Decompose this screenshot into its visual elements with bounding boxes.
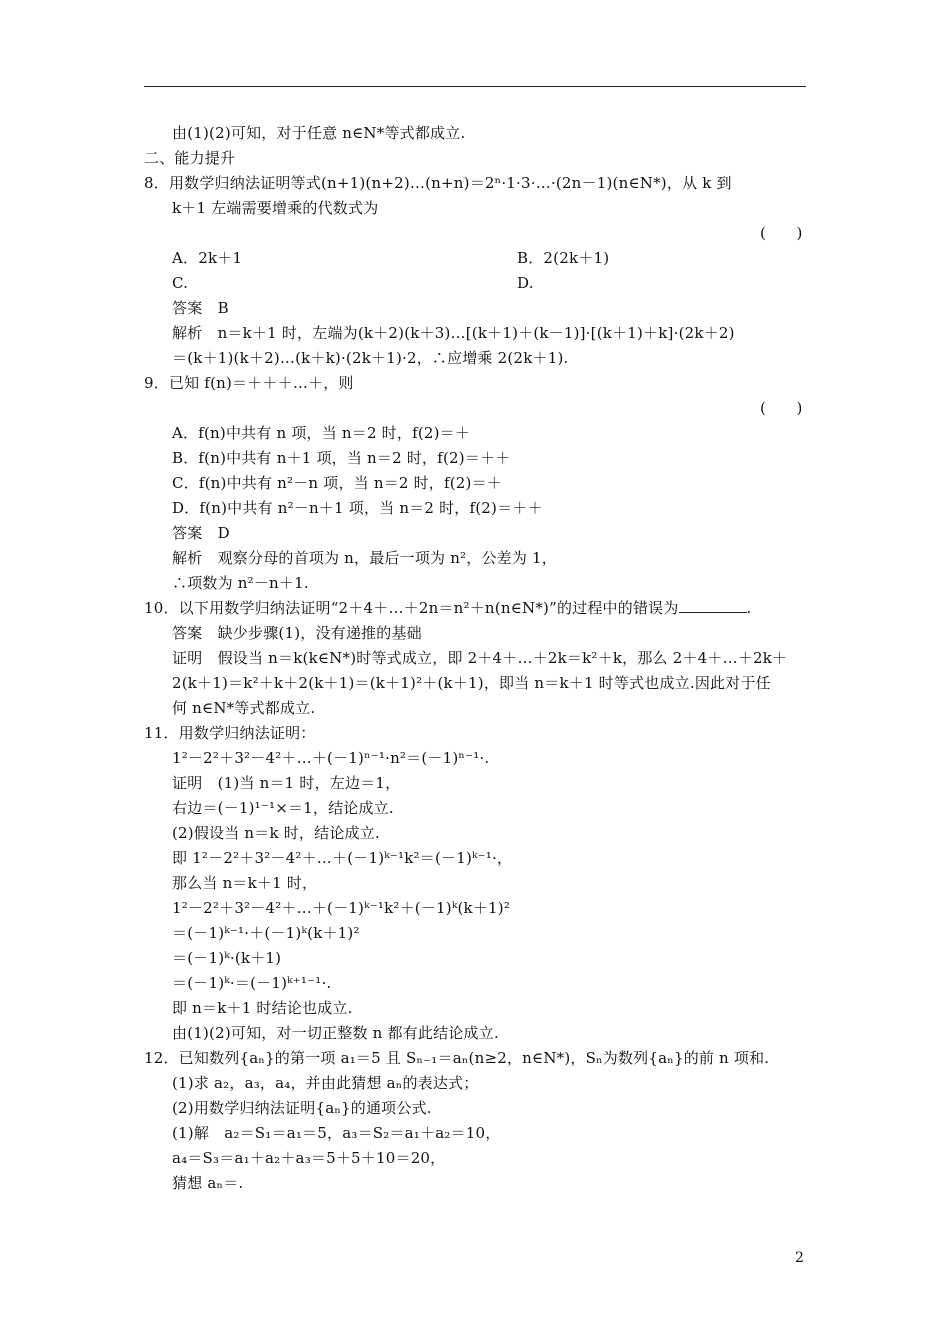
option-b: B．2(2k＋1)	[517, 249, 610, 267]
answer-bracket: ( )	[760, 399, 803, 417]
text-line: (2)假设当 n＝k 时，结论成立.	[172, 824, 380, 842]
formula-line: ＝(－1)ᵏ·(k＋1)	[172, 949, 282, 967]
proof-line: 证明 假设当 n＝k(k∈N*)时等式成立，即 2＋4＋…＋2k＝k²＋k，那么 2＋4＋…＋2k＋	[172, 649, 788, 667]
formula-line: ＝(－1)ᵏ·＝(－1)ᵏ⁺¹⁻¹·.	[172, 974, 332, 992]
option-a: A．2k＋1	[172, 249, 243, 267]
text-line: k＋1 左端需要增乘的代数式为	[172, 199, 379, 217]
text-line: ∴项数为 n²－n＋1.	[172, 574, 309, 592]
analysis-line: 解析 n＝k＋1 时，左端为(k＋2)(k＋3)…[(k＋1)＋(k－1)]·[(k＋1)＋k]·(2k＋2)	[172, 324, 735, 342]
formula-line: 1²－2²＋3²－4²＋…＋(－1)ⁿ⁻¹·n²＝(－1)ⁿ⁻¹·.	[172, 749, 490, 767]
header-rule	[144, 86, 806, 87]
option-d: D.	[517, 274, 534, 292]
formula-line: 即 1²－2²＋3²－4²＋…＋(－1)ᵏ⁻¹k²＝(－1)ᵏ⁻¹·，	[172, 849, 513, 867]
formula-line: a₄＝S₃＝a₁＋a₂＋a₃＝5＋5＋10＝20，	[172, 1149, 446, 1167]
question-9: 9．已知 f(n)＝＋＋＋…＋，则	[144, 374, 354, 392]
answer-bracket: ( )	[760, 224, 803, 242]
question-8: 8．用数学归纳法证明等式(n+1)(n+2)…(n+n)＝2ⁿ·1·3·…·(2n－1)(n∈N*)，从 k 到	[144, 174, 732, 192]
question-11: 11．用数学归纳法证明：	[144, 724, 316, 742]
text-line: 即 n＝k＋1 时结论也成立.	[172, 999, 353, 1017]
proof-line: 证明 (1)当 n＝1 时，左边＝1，	[172, 774, 401, 792]
text-line: 由(1)(2)可知，对于任意 n∈N*等式都成立.	[172, 124, 466, 142]
option-b: B．f(n)中共有 n＋1 项，当 n＝2 时，f(2)＝＋＋	[172, 449, 511, 467]
formula-line: ＝(－1)ᵏ⁻¹·＋(－1)ᵏ(k＋1)²	[172, 924, 360, 942]
option-c: C.	[172, 274, 189, 292]
solution-line: (1)解 a₂＝S₁＝a₁＝5，a₃＝S₂＝a₁＋a₂＝10，	[172, 1124, 501, 1142]
text-line: ＝(k＋1)(k＋2)…(k＋k)·(2k＋1)·2，∴应增乘 2(2k＋1).	[172, 349, 569, 367]
text-line: 2(k＋1)＝k²＋k＋2(k＋1)＝(k＋1)²＋(k＋1)，即当 n＝k＋1 时等式也成立.因此对于任	[172, 674, 771, 692]
answer-blank	[679, 598, 747, 613]
text-line: 何 n∈N*等式都成立.	[172, 699, 316, 717]
option-a: A．f(n)中共有 n 项，当 n＝2 时，f(2)＝＋	[172, 424, 471, 442]
answer-line: 答案 D	[172, 524, 230, 542]
question-10	[144, 598, 752, 618]
answer-line: 答案 缺少步骤(1)，没有递推的基础	[172, 624, 422, 642]
text-line: 由(1)(2)可知，对一切正整数 n 都有此结论成立.	[172, 1024, 499, 1042]
formula-line: 1²－2²＋3²－4²＋…＋(－1)ᵏ⁻¹k²＋(－1)ᵏ(k＋1)²	[172, 899, 511, 917]
answer-line: 答案 B	[172, 299, 229, 317]
section-heading: 二、能力提升	[144, 149, 236, 167]
text-line: 右边＝(－1)¹⁻¹×＝1，结论成立.	[172, 799, 394, 817]
text-line: (1)求 a₂，a₃，a₄，并由此猜想 aₙ的表达式；	[172, 1074, 479, 1092]
option-d: D．f(n)中共有 n²－n＋1 项，当 n＝2 时，f(2)＝＋＋	[172, 499, 543, 517]
text-line: 那么当 n＝k＋1 时，	[172, 874, 318, 892]
period: .	[746, 599, 752, 617]
text-line: (2)用数学归纳法证明{aₙ}的通项公式.	[172, 1099, 432, 1117]
option-c: C．f(n)中共有 n²－n 项，当 n＝2 时，f(2)＝＋	[172, 474, 503, 492]
question-text: 10．以下用数学归纳法证明“2＋4＋…＋2n＝n²＋n(n∈N*)”的过程中的错误为	[144, 599, 679, 617]
page-number: 2	[795, 1250, 804, 1266]
question-12: 12．已知数列{aₙ}的第一项 a₁＝5 且 Sₙ₋₁＝aₙ(n≥2，n∈N*)，Sₙ为数列{aₙ}的前 n 项和.	[144, 1049, 770, 1067]
analysis-line: 解析 观察分母的首项为 n，最后一项为 n²，公差为 1，	[172, 549, 557, 567]
text-line: 猜想 aₙ＝.	[172, 1174, 244, 1192]
